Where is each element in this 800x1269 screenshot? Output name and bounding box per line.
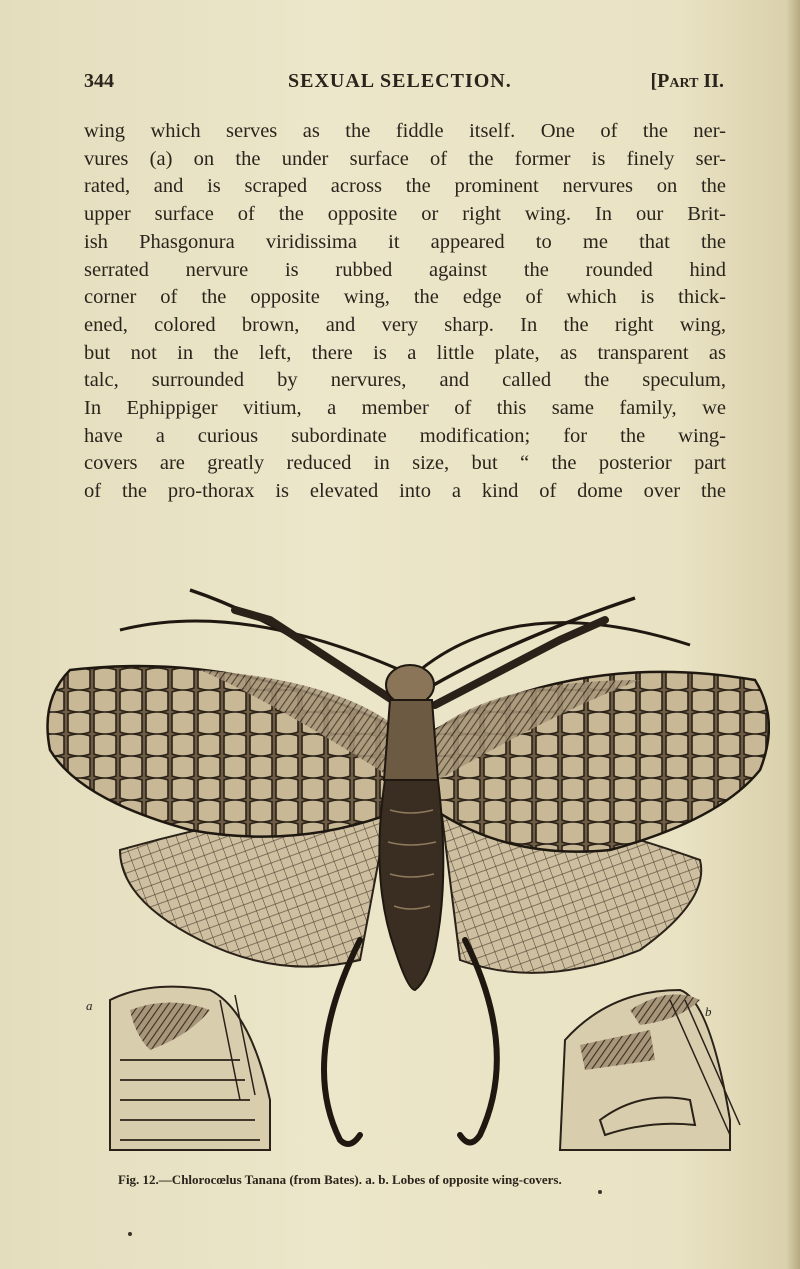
ink-speck (128, 1232, 132, 1236)
text-line: In Ephippiger vitium, a member of this same family, we (84, 397, 726, 420)
text-line: rated, and is scraped across the prominent nervures on the (84, 175, 726, 198)
text-line: corner of the opposite wing, the edge of which is thick- (84, 286, 726, 309)
page-number: 344 (84, 70, 114, 92)
text-line: ish Phasgonura viridissima it appeared to me that the (84, 230, 726, 253)
text-line: of the pro-thorax is elevated into a kind of dome over the (84, 480, 726, 503)
text-line: serrated nervure is rubbed against the rounded hind (84, 258, 726, 281)
ink-speck (598, 1190, 602, 1194)
page-edge-shadow (786, 0, 800, 1269)
text-line: talc, surrounded by nervures, and called the speculum, (84, 369, 726, 392)
text-line: wing which serves as the fiddle itself. One of the ner- (84, 120, 726, 142)
figure-label-a: a (86, 998, 93, 1013)
text-line: upper surface of the opposite or right wing. In our Brit- (84, 203, 726, 226)
text-line: ened, colored brown, and very sharp. In the right wing, (84, 313, 726, 336)
figure-label-b: b (705, 1004, 712, 1019)
insect-illustration (40, 580, 770, 1160)
text-line: covers are greatly reduced in size, but “ the posterior part (84, 452, 726, 475)
text-line: have a curious subordinate modification; for the wing- (84, 424, 726, 447)
text-line: but not in the left, there is a little plate, as transparent as (84, 341, 726, 364)
body-text (84, 118, 726, 506)
lobe-a-inset (110, 987, 270, 1150)
part-label: [Part II. (650, 70, 724, 92)
running-header (84, 70, 724, 100)
text-line: vures (a) on the under surface of the former is finely ser- (84, 147, 726, 170)
insect-engraving (40, 580, 770, 1160)
figure-caption: Fig. 12.—Chlorocœlus Tanana (from Bates). a. b. Lobes of opposite wing-covers. (118, 1172, 562, 1187)
lobe-b-inset (560, 990, 740, 1150)
running-title: SEXUAL SELECTION. (288, 70, 512, 92)
